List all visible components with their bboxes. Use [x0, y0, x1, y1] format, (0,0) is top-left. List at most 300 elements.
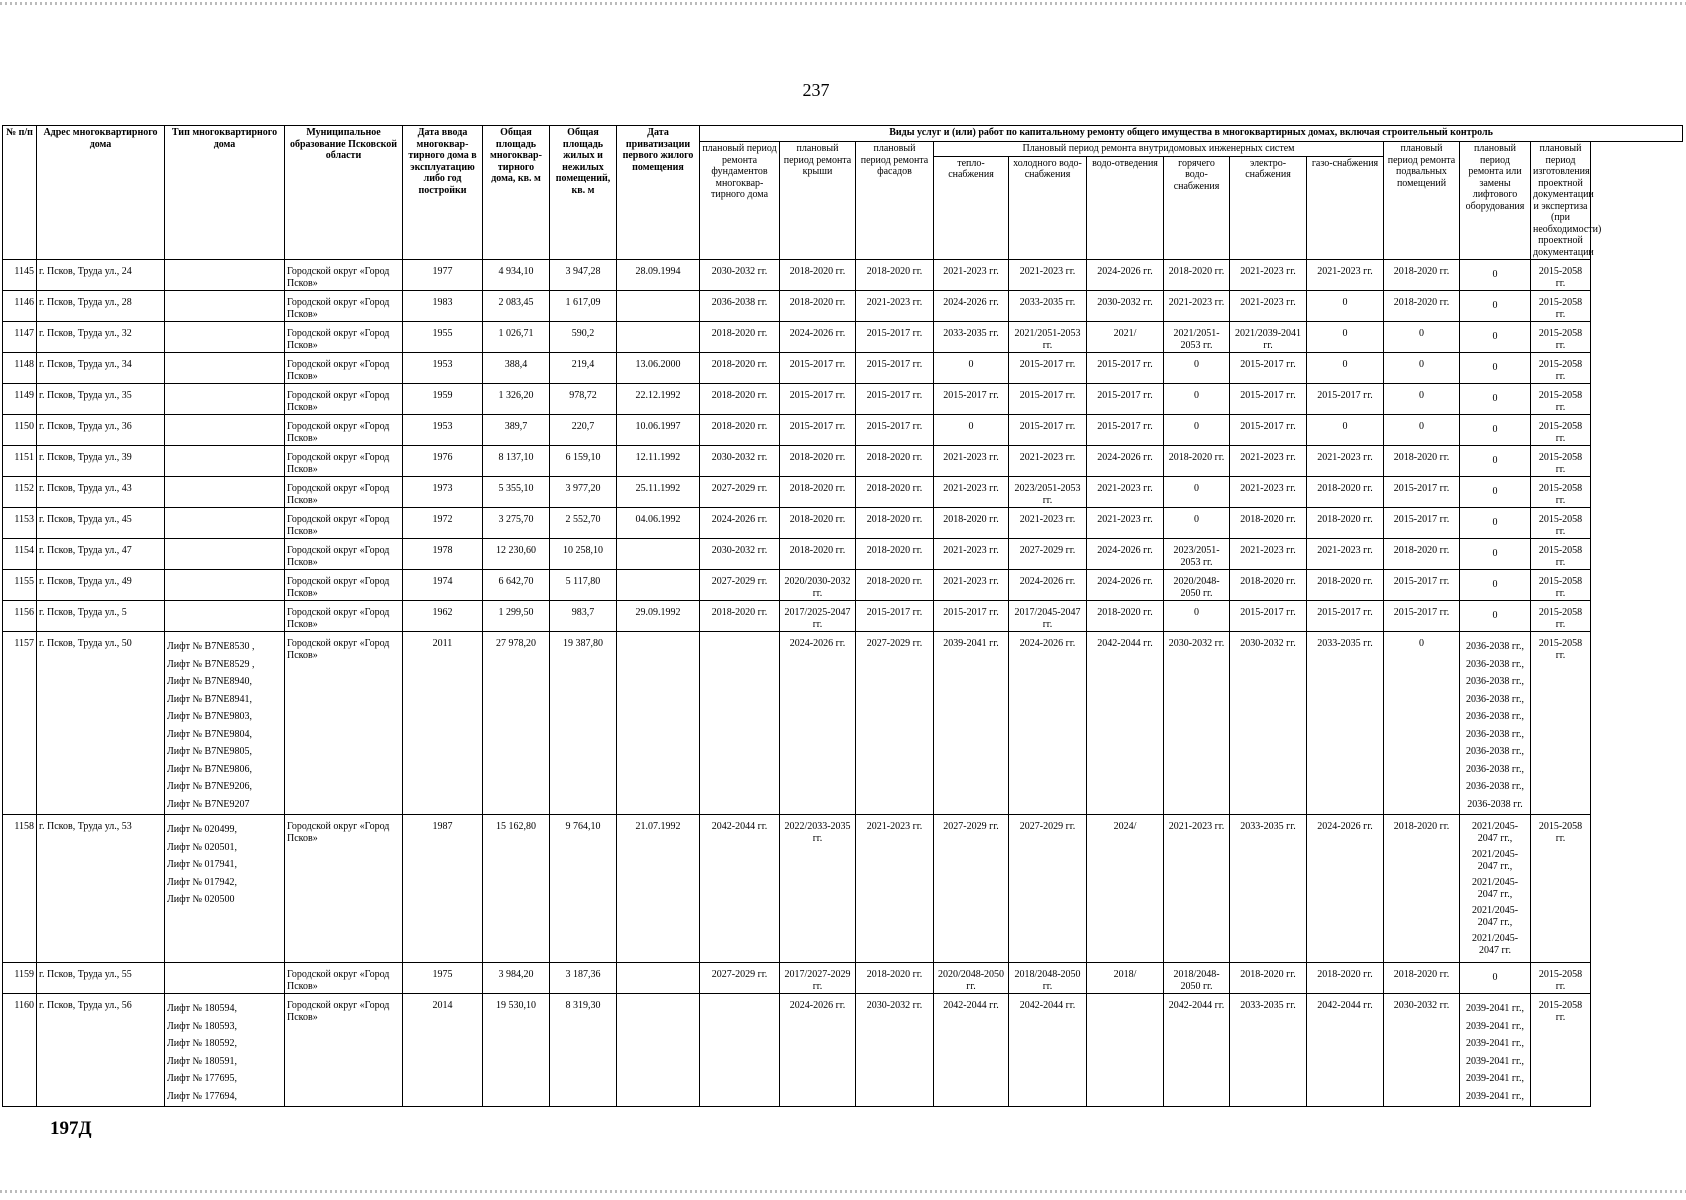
cell-electric: 2021-2023 гг.: [1230, 291, 1307, 322]
cell-roof: 2018-2020 гг.: [780, 260, 856, 291]
cell-design: 2015-2058 гг.: [1531, 353, 1591, 384]
table-row: [3, 815, 1683, 963]
cell-cold-water: 2018/2048-2050 гг.: [1009, 963, 1087, 994]
elevator-id: Лифт № B7NE8529 ,: [167, 658, 255, 670]
cell-address: г. Псков, Труда ул., 53: [37, 815, 165, 963]
cell-type: [165, 508, 285, 539]
cell-foundation: [700, 994, 780, 1107]
header-group-systems: Плановый период ремонта внутридомовых инженерных систем: [934, 142, 1384, 157]
header-living-area: Общая площадь жилых и нежилых помещений, кв. м: [550, 126, 617, 260]
header-municipality: Муниципальное образование Псковской области: [285, 126, 403, 260]
header-total-area: Общая площадь многоквар-тирного дома, кв. м: [483, 126, 550, 260]
cell-foundation: 2027-2029 гг.: [700, 477, 780, 508]
cell-year: 1987: [403, 815, 483, 963]
cell-num: 1159: [3, 963, 37, 994]
cell-living-area: 19 387,80: [550, 632, 617, 815]
cell-heat: 0: [934, 353, 1009, 384]
cell-year: 1973: [403, 477, 483, 508]
cell-basement: 2015-2017 гг.: [1384, 477, 1460, 508]
cell-total-area: 389,7: [483, 415, 550, 446]
cell-design: 2015-2058 гг.: [1531, 539, 1591, 570]
cell-elevator: [1460, 632, 1531, 815]
cell-living-area: 978,72: [550, 384, 617, 415]
cell-municipality: Городской округ «Город Псков»: [285, 632, 403, 815]
cell-hot-water: 2030-2032 гг.: [1164, 632, 1230, 815]
cell-facade: 2030-2032 гг.: [856, 994, 934, 1107]
cell-basement: 2018-2020 гг.: [1384, 539, 1460, 570]
cell-total-area: 1 299,50: [483, 601, 550, 632]
cell-design: 2015-2058 гг.: [1531, 994, 1591, 1107]
cell-hot-water: 2023/2051-2053 гг.: [1164, 539, 1230, 570]
elevator-period: 2039-2041 гг.,: [1466, 1090, 1524, 1102]
cell-heat: 2018-2020 гг.: [934, 508, 1009, 539]
cell-gas: 2015-2017 гг.: [1307, 601, 1384, 632]
elevator-period: 0: [1492, 610, 1498, 621]
elevator-period: 2039-2041 гг.,: [1466, 1020, 1524, 1032]
table-row: [3, 477, 1683, 508]
cell-cold-water: 2015-2017 гг.: [1009, 384, 1087, 415]
elevator-id: Лифт № 177694,: [167, 1090, 238, 1102]
header-facade: плановый период ремонта фасадов: [856, 142, 934, 260]
table-row: [3, 963, 1683, 994]
cell-year: 1983: [403, 291, 483, 322]
cell-total-area: 3 275,70: [483, 508, 550, 539]
cell-heat: 2020/2048-2050 гг.: [934, 963, 1009, 994]
cell-hot-water: 0: [1164, 477, 1230, 508]
cell-design: 2015-2058 гг.: [1531, 632, 1591, 815]
cell-year: 1975: [403, 963, 483, 994]
cell-address: г. Псков, Труда ул., 5: [37, 601, 165, 632]
cell-design: 2015-2058 гг.: [1531, 815, 1591, 963]
elevator-id: Лифт № B7NE9804,: [167, 728, 253, 740]
cell-heat: 2042-2044 гг.: [934, 994, 1009, 1107]
cell-type: [165, 322, 285, 353]
cell-elevator: [1460, 570, 1531, 601]
cell-hot-water: 2021-2023 гг.: [1164, 291, 1230, 322]
cell-address: г. Псков, Труда ул., 28: [37, 291, 165, 322]
cell-living-area: 2 552,70: [550, 508, 617, 539]
cell-living-area: 8 319,30: [550, 994, 617, 1107]
elevator-id: Лифт № B7NE8940,: [167, 676, 253, 687]
cell-design: 2015-2058 гг.: [1531, 260, 1591, 291]
cell-heat: 2024-2026 гг.: [934, 291, 1009, 322]
cell-num: 1146: [3, 291, 37, 322]
elevator-period: 0: [1492, 548, 1498, 559]
cell-hot-water: 2018-2020 гг.: [1164, 260, 1230, 291]
cell-sewer: 2024-2026 гг.: [1087, 446, 1164, 477]
cell-elevator: [1460, 291, 1531, 322]
cell-privatization: 12.11.1992: [617, 446, 700, 477]
cell-roof: 2024-2026 гг.: [780, 632, 856, 815]
cell-basement: 2018-2020 гг.: [1384, 446, 1460, 477]
elevator-id: Лифт № B7NE9806,: [167, 763, 253, 775]
cell-gas: 2018-2020 гг.: [1307, 963, 1384, 994]
cell-cold-water: 2015-2017 гг.: [1009, 353, 1087, 384]
cell-num: 1147: [3, 322, 37, 353]
cell-electric: 2021/2039-2041 гг.: [1230, 322, 1307, 353]
cell-address: г. Псков, Труда ул., 35: [37, 384, 165, 415]
scan-edge-bottom: [0, 1190, 1686, 1193]
cell-municipality: Городской округ «Город Псков»: [285, 994, 403, 1107]
cell-gas: 2021-2023 гг.: [1307, 446, 1384, 477]
elevator-period: 2036-2038 гг.,: [1466, 728, 1524, 740]
cell-sewer: 2024-2026 гг.: [1087, 539, 1164, 570]
cell-privatization: 22.12.1992: [617, 384, 700, 415]
cell-total-area: 6 642,70: [483, 570, 550, 601]
cell-roof: 2024-2026 гг.: [780, 994, 856, 1107]
cell-num: 1160: [3, 994, 37, 1107]
cell-foundation: 2018-2020 гг.: [700, 322, 780, 353]
elevator-period: 0: [1492, 486, 1498, 497]
cell-municipality: Городской округ «Город Псков»: [285, 260, 403, 291]
cell-municipality: Городской округ «Город Псков»: [285, 384, 403, 415]
cell-num: 1153: [3, 508, 37, 539]
cell-electric: 2021-2023 гг.: [1230, 260, 1307, 291]
cell-year: 1953: [403, 353, 483, 384]
cell-municipality: Городской округ «Город Псков»: [285, 601, 403, 632]
cell-roof: 2015-2017 гг.: [780, 353, 856, 384]
cell-municipality: Городской округ «Город Псков»: [285, 963, 403, 994]
elevator-period: 2021/2045-2047 гг.,: [1471, 905, 1519, 928]
cell-gas: 0: [1307, 415, 1384, 446]
cell-year: 1972: [403, 508, 483, 539]
elevator-id: Лифт № 177695,: [167, 1073, 238, 1084]
cell-cold-water: 2015-2017 гг.: [1009, 415, 1087, 446]
cell-sewer: 2015-2017 гг.: [1087, 353, 1164, 384]
header-gas: газо-снабжения: [1307, 156, 1384, 259]
cell-electric: 2033-2035 гг.: [1230, 815, 1307, 963]
elevator-id: Лифт № B7NE8941,: [167, 693, 253, 705]
cell-design: 2015-2058 гг.: [1531, 446, 1591, 477]
elevator-id: Лифт № 180591,: [167, 1055, 238, 1067]
cell-municipality: Городской округ «Город Псков»: [285, 539, 403, 570]
cell-municipality: Городской округ «Город Псков»: [285, 322, 403, 353]
cell-elevator: [1460, 260, 1531, 291]
elevator-period: 2036-2038 гг.,: [1466, 641, 1524, 652]
cell-design: 2015-2058 гг.: [1531, 570, 1591, 601]
cell-num: 1154: [3, 539, 37, 570]
cell-cold-water: 2024-2026 гг.: [1009, 632, 1087, 815]
cell-sewer: 2018-2020 гг.: [1087, 601, 1164, 632]
cell-electric: 2030-2032 гг.: [1230, 632, 1307, 815]
elevator-period: 0: [1492, 517, 1498, 528]
cell-electric: 2015-2017 гг.: [1230, 384, 1307, 415]
cell-design: 2015-2058 гг.: [1531, 477, 1591, 508]
elevator-period: 0: [1492, 424, 1498, 435]
cell-basement: 2015-2017 гг.: [1384, 570, 1460, 601]
elevator-id: Лифт № 180594,: [167, 1003, 238, 1014]
elevator-period: 2021/2045-2047 гг.,: [1471, 849, 1519, 872]
cell-type: [165, 353, 285, 384]
cell-electric: 2021-2023 гг.: [1230, 539, 1307, 570]
cell-total-area: 27 978,20: [483, 632, 550, 815]
cell-gas: 2018-2020 гг.: [1307, 477, 1384, 508]
elevator-id: Лифт № B7NE9805,: [167, 746, 253, 757]
header-design: плановый период изготовления проектной документации и экспертиза (при необходимости) проектной документации: [1531, 142, 1591, 260]
cell-type: [165, 415, 285, 446]
header-hot-water: горячего водо-снабжения: [1164, 156, 1230, 259]
cell-living-area: 6 159,10: [550, 446, 617, 477]
elevator-period: 0: [1492, 579, 1498, 590]
elevator-period: 0: [1492, 455, 1498, 466]
table-row: [3, 415, 1683, 446]
cell-electric: 2015-2017 гг.: [1230, 601, 1307, 632]
cell-address: г. Псков, Труда ул., 36: [37, 415, 165, 446]
cell-basement: 2018-2020 гг.: [1384, 260, 1460, 291]
cell-address: г. Псков, Труда ул., 47: [37, 539, 165, 570]
cell-living-area: 219,4: [550, 353, 617, 384]
header-electric: электро-снабжения: [1230, 156, 1307, 259]
cell-basement: 2015-2017 гг.: [1384, 601, 1460, 632]
cell-gas: 2021-2023 гг.: [1307, 260, 1384, 291]
cell-sewer: 2024/: [1087, 815, 1164, 963]
header-sewer: водо-отведения: [1087, 156, 1164, 259]
table-row: [3, 353, 1683, 384]
cell-address: г. Псков, Труда ул., 43: [37, 477, 165, 508]
cell-hot-water: 2042-2044 гг.: [1164, 994, 1230, 1107]
cell-cold-water: 2017/2045-2047 гг.: [1009, 601, 1087, 632]
cell-type: [165, 384, 285, 415]
header-roof: плановый период ремонта крыши: [780, 142, 856, 260]
elevator-id: Лифт № 017941,: [167, 859, 238, 870]
cell-hot-water: 0: [1164, 601, 1230, 632]
cell-address: г. Псков, Труда ул., 39: [37, 446, 165, 477]
cell-foundation: 2027-2029 гг.: [700, 963, 780, 994]
cell-year: 1962: [403, 601, 483, 632]
cell-address: г. Псков, Труда ул., 56: [37, 994, 165, 1107]
elevator-period: 2036-2038 гг.,: [1466, 711, 1524, 722]
cell-type: [165, 994, 285, 1107]
cell-facade: 2018-2020 гг.: [856, 508, 934, 539]
cell-privatization: [617, 570, 700, 601]
cell-elevator: [1460, 477, 1531, 508]
cell-cold-water: 2021/2051-2053 гг.: [1009, 322, 1087, 353]
cell-facade: 2021-2023 гг.: [856, 815, 934, 963]
cell-total-area: 12 230,60: [483, 539, 550, 570]
cell-living-area: 10 258,10: [550, 539, 617, 570]
cell-cold-water: 2021-2023 гг.: [1009, 446, 1087, 477]
elevator-period: 2036-2038 гг.: [1467, 798, 1523, 810]
cell-roof: 2024-2026 гг.: [780, 322, 856, 353]
cell-total-area: 2 083,45: [483, 291, 550, 322]
cell-basement: 0: [1384, 384, 1460, 415]
elevator-id: Лифт № B7NE8530 ,: [167, 641, 255, 652]
cell-privatization: 13.06.2000: [617, 353, 700, 384]
cell-basement: 2030-2032 гг.: [1384, 994, 1460, 1107]
cell-total-area: 5 355,10: [483, 477, 550, 508]
cell-municipality: Городской округ «Город Псков»: [285, 446, 403, 477]
cell-type: [165, 291, 285, 322]
cell-hot-water: 0: [1164, 353, 1230, 384]
cell-municipality: Городской округ «Город Псков»: [285, 353, 403, 384]
table-row: [3, 994, 1683, 1107]
cell-gas: 2015-2017 гг.: [1307, 384, 1384, 415]
cell-num: 1157: [3, 632, 37, 815]
cell-facade: 2018-2020 гг.: [856, 963, 934, 994]
cell-roof: 2017/2025-2047 гг.: [780, 601, 856, 632]
cell-facade: 2015-2017 гг.: [856, 415, 934, 446]
cell-sewer: [1087, 994, 1164, 1107]
elevator-period: 0: [1492, 331, 1498, 342]
cell-facade: 2018-2020 гг.: [856, 539, 934, 570]
cell-sewer: 2018/: [1087, 963, 1164, 994]
elevator-period: 2036-2038 гг.,: [1466, 781, 1524, 792]
elevator-period: 2039-2041 гг.,: [1466, 1003, 1524, 1014]
cell-hot-water: 2018-2020 гг.: [1164, 446, 1230, 477]
cell-living-area: 220,7: [550, 415, 617, 446]
cell-elevator: [1460, 994, 1531, 1107]
cell-basement: 0: [1384, 353, 1460, 384]
cell-facade: 2015-2017 гг.: [856, 384, 934, 415]
cell-sewer: 2042-2044 гг.: [1087, 632, 1164, 815]
cell-cold-water: 2042-2044 гг.: [1009, 994, 1087, 1107]
cell-privatization: 28.09.1994: [617, 260, 700, 291]
elevator-period: 2021/2045-2047 гг.,: [1471, 877, 1519, 900]
elevator-id: Лифт № 017942,: [167, 876, 238, 888]
header-commissioning: Дата ввода многоквар-тирного дома в эксплуатацию либо год постройки: [403, 126, 483, 260]
elevator-period: 0: [1492, 362, 1498, 373]
elevator-period: 2021/2045-2047 гг.,: [1471, 821, 1519, 844]
cell-privatization: 21.07.1992: [617, 815, 700, 963]
cell-privatization: [617, 291, 700, 322]
cell-privatization: 29.09.1992: [617, 601, 700, 632]
cell-heat: 2021-2023 гг.: [934, 477, 1009, 508]
cell-privatization: [617, 322, 700, 353]
cell-facade: 2027-2029 гг.: [856, 632, 934, 815]
cell-facade: 2018-2020 гг.: [856, 570, 934, 601]
cell-roof: 2018-2020 гг.: [780, 291, 856, 322]
table-row: [3, 601, 1683, 632]
cell-municipality: Городской округ «Город Псков»: [285, 570, 403, 601]
cell-heat: 2015-2017 гг.: [934, 601, 1009, 632]
cell-cold-water: 2024-2026 гг.: [1009, 570, 1087, 601]
cell-sewer: 2024-2026 гг.: [1087, 260, 1164, 291]
cell-foundation: 2018-2020 гг.: [700, 415, 780, 446]
cell-facade: 2021-2023 гг.: [856, 291, 934, 322]
cell-facade: 2015-2017 гг.: [856, 353, 934, 384]
cell-heat: 2021-2023 гг.: [934, 539, 1009, 570]
elevator-period: 2021/2045-2047 гг.: [1471, 933, 1519, 956]
header-address: Адрес многоквартирного дома: [37, 126, 165, 260]
header-type: Тип многоквартирного дома: [165, 126, 285, 260]
table-row: [3, 570, 1683, 601]
cell-design: 2015-2058 гг.: [1531, 963, 1591, 994]
cell-gas: 2024-2026 гг.: [1307, 815, 1384, 963]
cell-year: 1953: [403, 415, 483, 446]
cell-elevator: [1460, 508, 1531, 539]
cell-total-area: 1 026,71: [483, 322, 550, 353]
table-header: [3, 126, 1683, 260]
cell-year: 1974: [403, 570, 483, 601]
cell-foundation: 2018-2020 гг.: [700, 601, 780, 632]
cell-cold-water: 2021-2023 гг.: [1009, 508, 1087, 539]
cell-municipality: Городской округ «Город Псков»: [285, 815, 403, 963]
cell-roof: 2018-2020 гг.: [780, 477, 856, 508]
cell-privatization: [617, 632, 700, 815]
cell-roof: 2022/2033-2035 гг.: [780, 815, 856, 963]
page-number: 237: [802, 80, 830, 100]
cell-municipality: Городской округ «Город Псков»: [285, 291, 403, 322]
cell-total-area: 3 984,20: [483, 963, 550, 994]
header-num: № п/п: [3, 126, 37, 260]
cell-electric: 2033-2035 гг.: [1230, 994, 1307, 1107]
cell-foundation: 2018-2020 гг.: [700, 353, 780, 384]
cell-total-area: 1 326,20: [483, 384, 550, 415]
elevator-id: Лифт № 020499,: [167, 824, 238, 835]
table-row: [3, 291, 1683, 322]
cell-address: г. Псков, Труда ул., 45: [37, 508, 165, 539]
cell-elevator: [1460, 963, 1531, 994]
cell-heat: 2027-2029 гг.: [934, 815, 1009, 963]
cell-foundation: 2027-2029 гг.: [700, 570, 780, 601]
cell-gas: 0: [1307, 353, 1384, 384]
cell-sewer: 2015-2017 гг.: [1087, 415, 1164, 446]
cell-hot-water: 0: [1164, 384, 1230, 415]
cell-gas: 2018-2020 гг.: [1307, 508, 1384, 539]
table-row: [3, 632, 1683, 815]
cell-num: 1156: [3, 601, 37, 632]
table-row: [3, 539, 1683, 570]
cell-heat: 2021-2023 гг.: [934, 260, 1009, 291]
table-row: [3, 446, 1683, 477]
cell-year: 1977: [403, 260, 483, 291]
cell-basement: 2018-2020 гг.: [1384, 963, 1460, 994]
elevator-id: Лифт № 020501,: [167, 841, 238, 853]
elevator-period: 2036-2038 гг.,: [1466, 693, 1524, 705]
cell-elevator: [1460, 353, 1531, 384]
header-basement: плановый период ремонта подвальных помещений: [1384, 142, 1460, 260]
page-code: 197Д: [50, 1118, 92, 1139]
table-row: [3, 384, 1683, 415]
table-row: [3, 508, 1683, 539]
table-row: [3, 322, 1683, 353]
cell-sewer: 2021/: [1087, 322, 1164, 353]
cell-type: [165, 477, 285, 508]
cell-design: 2015-2058 гг.: [1531, 384, 1591, 415]
cell-basement: 2018-2020 гг.: [1384, 815, 1460, 963]
cell-type: [165, 539, 285, 570]
cell-type: [165, 446, 285, 477]
scan-edge-top: [0, 2, 1686, 5]
cell-privatization: 25.11.1992: [617, 477, 700, 508]
cell-total-area: 8 137,10: [483, 446, 550, 477]
cell-total-area: 388,4: [483, 353, 550, 384]
cell-foundation: 2030-2032 гг.: [700, 446, 780, 477]
elevator-period: 0: [1492, 393, 1498, 404]
cell-hot-water: 0: [1164, 415, 1230, 446]
cell-design: 2015-2058 гг.: [1531, 508, 1591, 539]
cell-gas: 2033-2035 гг.: [1307, 632, 1384, 815]
cell-type: [165, 815, 285, 963]
cell-total-area: 15 162,80: [483, 815, 550, 963]
cell-address: г. Псков, Труда ул., 55: [37, 963, 165, 994]
cell-hot-water: 2021/2051-2053 гг.: [1164, 322, 1230, 353]
cell-hot-water: 2018/2048-2050 гг.: [1164, 963, 1230, 994]
elevator-id: Лифт № B7NE9803,: [167, 711, 253, 722]
cell-municipality: Городской округ «Город Псков»: [285, 477, 403, 508]
cell-electric: 2018-2020 гг.: [1230, 508, 1307, 539]
elevator-period: 0: [1492, 300, 1498, 311]
cell-roof: 2020/2030-2032 гг.: [780, 570, 856, 601]
elevator-id: Лифт № B7NE9206,: [167, 781, 253, 792]
cell-privatization: 10.06.1997: [617, 415, 700, 446]
cell-electric: 2021-2023 гг.: [1230, 446, 1307, 477]
elevator-id: Лифт № B7NE9207: [167, 798, 250, 810]
cell-design: 2015-2058 гг.: [1531, 601, 1591, 632]
cell-elevator: [1460, 539, 1531, 570]
elevator-id: Лифт № 180593,: [167, 1020, 238, 1032]
cell-type: [165, 570, 285, 601]
